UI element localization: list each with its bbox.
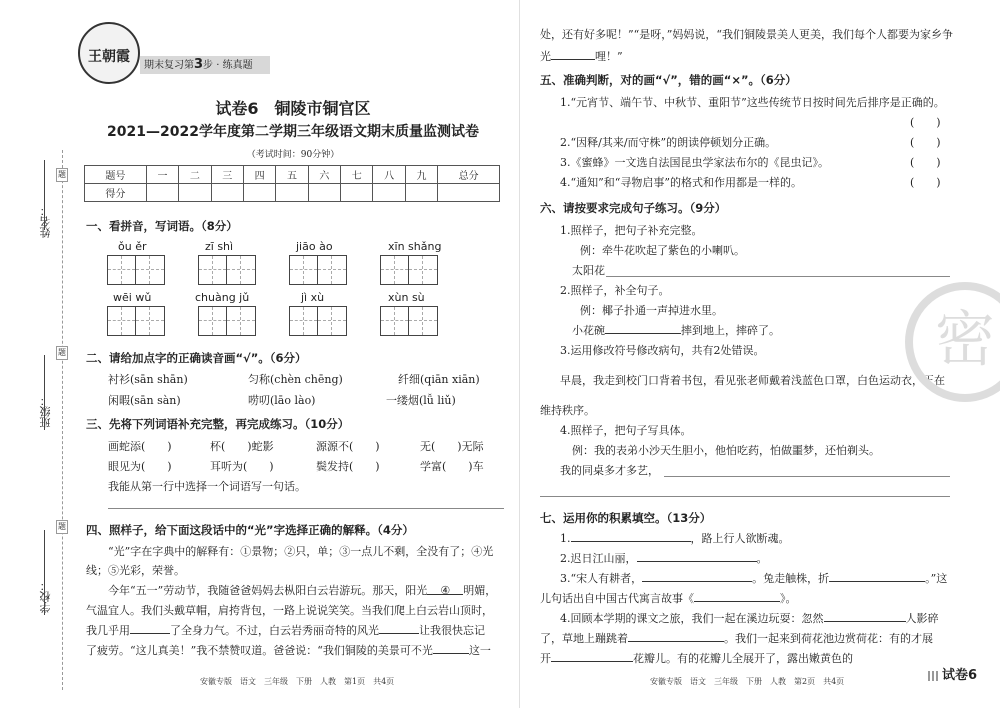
class-field[interactable] (44, 355, 45, 430)
footer-right: 安徽专版 语文 三年级 下册 人教 第2页 共4页 (650, 677, 845, 686)
score-header-cell: 二 (179, 166, 211, 184)
step-banner (140, 56, 270, 74)
answer-blank[interactable] (637, 551, 757, 562)
reading-item[interactable]: 唠叨(lāo lào) (248, 394, 316, 407)
score-header-cell: 题号 (85, 166, 147, 184)
task-text: 小花碗 摔到地上，摔碎了。 (572, 324, 780, 337)
passage-line: 我几乎用 了全身力气。不过，白云岩秀丽奇特的风光 让我很快忘记 (86, 624, 485, 637)
pinyin-label: wēi wǔ (113, 291, 152, 304)
fill-line: 2.迟日江山丽， 。 (560, 552, 768, 565)
fill-line: 开 花瓣儿。有的花瓣儿全展开了，露出嫩黄色的 (540, 652, 853, 665)
answer-blank[interactable] (829, 571, 925, 582)
judge-mark[interactable]: ( ) (910, 156, 941, 169)
answer-blank[interactable] (551, 49, 595, 60)
score-cell[interactable] (179, 184, 211, 202)
score-header-cell: 三 (211, 166, 243, 184)
fill-line: 3.“宋人有耕者， 。兔走触株，折 。”这 (560, 572, 948, 585)
footer-left: 安徽专版 语文 三年级 下册 人教 第1页 共4页 (200, 677, 395, 686)
pinyin-label: chuàng jǔ (195, 291, 250, 304)
judge-item: 3.《蜜蜂》一文选自法国昆虫学家法布尔的《昆虫记》。 (560, 156, 829, 169)
answer-line[interactable] (108, 508, 504, 509)
banner-suffix: 步 · 练真题 (203, 60, 253, 71)
task-text: 我的同桌多才多艺， (560, 464, 659, 477)
task-text: 我能从第一行中选择一个词语写一句话。 (108, 480, 306, 493)
writing-grid[interactable] (289, 255, 347, 285)
idiom-blank[interactable]: 无( )无际 (420, 440, 484, 453)
answer-blank[interactable] (824, 611, 906, 622)
example-text: 例：我的表弟小沙天生胆小，他怕吃药，怕做噩梦，还怕剃头。 (572, 444, 880, 457)
pinyin-label: xīn shǎng (388, 240, 442, 253)
reading-item[interactable]: 闲暇(sān sàn) (108, 394, 181, 407)
judge-mark[interactable]: ( ) (910, 176, 941, 189)
score-row-label: 得分 (85, 184, 147, 202)
dots-icon (928, 671, 938, 681)
question-text: 3.运用修改符号修改病句，共有2处错误。 (560, 344, 765, 357)
pinyin-label: xùn sù (388, 291, 425, 304)
fill-line: 1. ，路上行人欲断魂。 (560, 532, 790, 545)
banner-step-number: 3 (194, 57, 204, 72)
score-cell[interactable] (146, 184, 178, 202)
fill-line: 了，草地上蹦跳着 。我们一起来到荷花池边赏荷花：有的才展 (540, 632, 933, 645)
section-7-title: 七、运用你的积累填空。（13分） (540, 511, 712, 525)
answer-blank[interactable]: ④ (427, 584, 463, 595)
idiom-blank[interactable]: 眼见为( ) (108, 460, 172, 473)
answer-blank[interactable] (642, 571, 752, 582)
idiom-blank[interactable]: 耳听为( ) (210, 460, 274, 473)
fill-line: 儿句话出自中国古代寓言故事《 》。 (540, 592, 797, 605)
answer-blank[interactable] (551, 651, 633, 662)
margin-box: 题 (56, 346, 68, 360)
pinyin-label: jì xù (301, 291, 325, 304)
idiom-blank[interactable]: 画蛇添( ) (108, 440, 172, 453)
example-text: 例：牵牛花吹起了紫色的小喇叭。 (580, 244, 745, 257)
idiom-blank[interactable]: 源源不( ) (316, 440, 380, 453)
margin-box: 题 (56, 520, 68, 534)
passage-line: “光”字在字典中的解释有：①景物；②只，单；③一点儿不剩，全没有了；④光 (108, 545, 494, 558)
exam-title: 试卷6 铜陵市铜官区 (215, 99, 371, 118)
score-cell[interactable] (211, 184, 243, 202)
score-value-row (85, 184, 500, 202)
judge-mark[interactable]: ( ) (910, 136, 941, 149)
answer-blank[interactable] (433, 643, 469, 654)
school-label: 学校： (39, 580, 52, 613)
school-field[interactable] (44, 530, 45, 615)
name-field[interactable] (44, 160, 45, 230)
idiom-blank[interactable]: 鬓发持( ) (316, 460, 380, 473)
passage-line: 气温宜人。我们头戴草帽，肩挎背包，一路上说说笑笑。当我们爬上白云岩山顶时， (86, 604, 493, 617)
score-header-cell: 五 (276, 166, 308, 184)
idiom-blank[interactable]: 杯( )蛇影 (210, 440, 274, 453)
page-divider (519, 0, 520, 708)
answer-blank[interactable] (628, 631, 724, 642)
watermark-seal: 密 (905, 282, 1000, 402)
score-cell[interactable] (276, 184, 308, 202)
answer-blank[interactable] (605, 323, 681, 334)
judge-mark[interactable]: ( ) (910, 116, 941, 129)
answer-blank[interactable] (694, 591, 780, 602)
answer-line[interactable] (664, 476, 950, 477)
pinyin-label: zī shì (205, 240, 234, 253)
score-header-cell: 一 (146, 166, 178, 184)
judge-item: 4.“通知”和“寻物启事”的格式和作用都是一样的。 (560, 176, 802, 189)
writing-grid[interactable] (198, 306, 256, 336)
judge-item: 1.“元宵节、端午节、中秋节、重阳节”这些传统节日按时间先后排序是正确的。 (560, 96, 945, 109)
section-4-title: 四、照样子，给下面这段话中的“光”字选择正确的解释。（4分） (86, 523, 414, 537)
score-header-cell: 九 (405, 166, 437, 184)
task-text: 太阳花 (572, 264, 605, 277)
score-header-cell: 六 (308, 166, 340, 184)
score-header-row (85, 166, 500, 184)
score-header-cell: 七 (341, 166, 373, 184)
section-2-title: 二、请给加点字的正确读音画“√”。（6分） (86, 351, 307, 365)
section-3-title: 三、先将下列词语补充完整，再完成练习。（10分） (86, 417, 350, 431)
logo-text: 王朝霞 (88, 49, 130, 65)
judge-item: 2.“因释/其来/而守株”的朗读停顿划分正确。 (560, 136, 777, 149)
score-header-cell: 四 (243, 166, 275, 184)
writing-grid[interactable] (107, 255, 165, 285)
score-cell[interactable] (243, 184, 275, 202)
writing-grid[interactable] (380, 255, 438, 285)
exam-time: （考试时间：90分钟） (246, 150, 340, 160)
score-cell[interactable] (308, 184, 340, 202)
fill-line: 4.回顾本学期的课文之旅，我们一起在溪边玩耍：忽然 人影碎 (560, 612, 939, 625)
score-cell[interactable] (405, 184, 437, 202)
question-text: 2.照样子，补全句子。 (560, 284, 670, 297)
section-6-title: 六、请按要求完成句子练习。（9分） (540, 201, 727, 215)
writing-grid[interactable] (107, 306, 165, 336)
reading-item[interactable]: 匀称(chèn chēng) (248, 373, 343, 386)
answer-blank[interactable] (130, 623, 170, 634)
example-text: 例：椰子扑通一声掉进水里。 (580, 304, 723, 317)
score-header-cell: 八 (373, 166, 405, 184)
binding-margin (0, 0, 78, 708)
score-cell[interactable] (341, 184, 373, 202)
fold-line (62, 150, 63, 690)
section-1-title: 一、看拼音，写词语。（8分） (86, 219, 238, 233)
idiom-blank[interactable]: 学富( )车 (420, 460, 484, 473)
brand-logo (78, 22, 140, 84)
question-text: 1.照样子，把句子补充完整。 (560, 224, 703, 237)
class-label: 班级： (39, 395, 52, 428)
passage-line: 线；⑤光彩，荣誉。 (86, 564, 185, 577)
reading-item[interactable]: 衬衫(sān shān) (108, 373, 188, 386)
answer-line[interactable] (540, 496, 950, 497)
passage-line[interactable]: 维持秩序。 (540, 404, 595, 417)
answer-blank[interactable] (571, 531, 691, 542)
passage-line: 今年“五一”劳动节，我随爸爸妈妈去枞阳白云岩游玩。那天，阳光 ④ 明媚， (108, 584, 497, 597)
answer-line[interactable] (606, 276, 950, 277)
reading-item[interactable]: 一缕烟(lǚ liǔ) (386, 394, 456, 407)
score-cell[interactable] (373, 184, 405, 202)
score-cell[interactable] (438, 184, 500, 202)
exam-subtitle: 2021—2022学年度第二学期三年级语文期末质量监测试卷 (107, 124, 479, 140)
score-table (84, 165, 500, 202)
margin-box: 题 (56, 168, 68, 182)
writing-grid[interactable] (198, 255, 256, 285)
paper-tag-label: 试卷6 (942, 668, 978, 683)
section-5-title: 五、准确判断，对的画“√”，错的画“×”。（6分） (540, 73, 797, 87)
banner-prefix: 期末复习第 (144, 60, 194, 71)
passage-line: 处，还有好多呢！”“是呀，”妈妈说，“我们铜陵景美人更美，我们每个人都要为家乡争 (540, 28, 953, 41)
pinyin-label: ǒu ěr (118, 240, 147, 253)
reading-item[interactable]: 纤细(qiān xiān) (398, 373, 480, 386)
passage-line: 光 哩！” (540, 50, 623, 63)
passage-line: 了疲劳。“这儿真美！”我不禁赞叹道。爸爸说：“我们铜陵的美景可不光 这一 (86, 644, 491, 657)
writing-grid[interactable] (380, 306, 438, 336)
answer-blank[interactable] (379, 623, 419, 634)
pinyin-label: jiāo ào (296, 240, 333, 253)
passage-line[interactable]: 早晨，我走到校门口背着书包，看见张老师戴着浅蓝色口罩，白色运动衣，正在 (560, 374, 945, 387)
name-label: 姓名： (39, 205, 52, 238)
writing-grid[interactable] (289, 306, 347, 336)
question-text: 4.照样子，把句子写具体。 (560, 424, 692, 437)
score-header-cell: 总分 (438, 166, 500, 184)
paper-tag (928, 664, 1000, 684)
